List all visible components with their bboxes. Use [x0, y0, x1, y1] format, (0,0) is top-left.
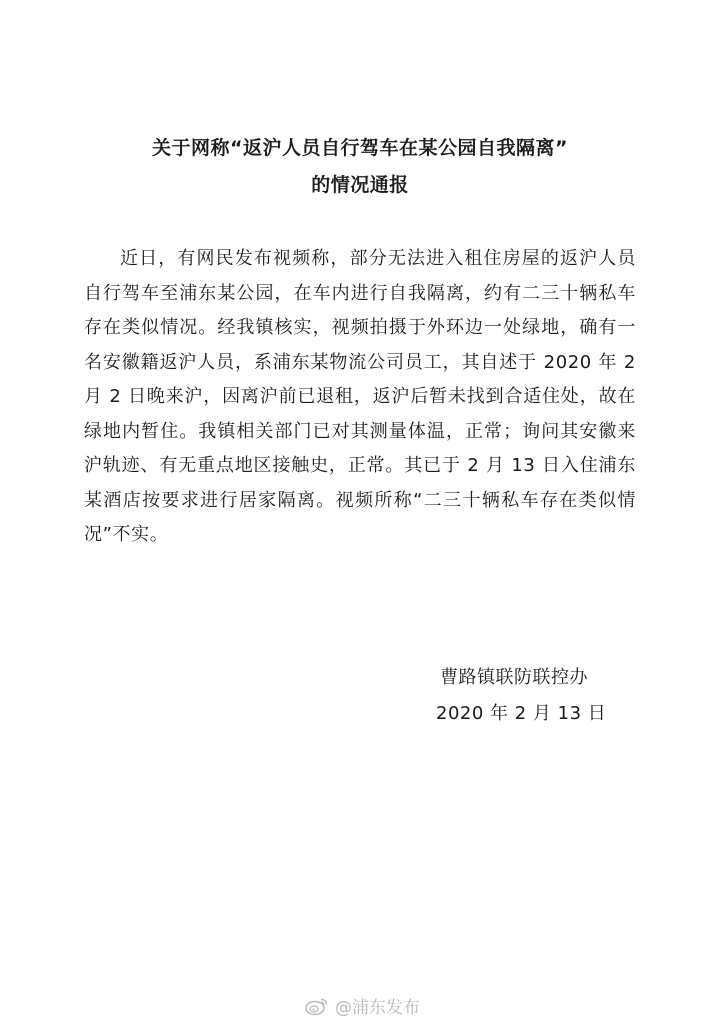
notice-body-paragraph: 近日，有网民发布视频称，部分无法进入租住房屋的返沪人员自行驾车至浦东某公园，在车内进行自我隔离，约有二三十辆私车存在类似情况。经我镇核实，视频拍摄于外环边一处绿地，确有一名安徽籍返沪人员，系浦东某物流公司员工，其自述于 2020 年 2 月 2 日晚来沪，因离沪前已退租，返沪后暂未找到合适住处，故在绿地内暂住。我镇相关部门已对其测量体温，正常；询问其安徽来沪轨迹、有无重点地区接触史，正常。其已于 2 月 13 日入住浦东某酒店按要求进行居家隔离。视频所称“二三十辆私车存在类似情况”不实。 — [84, 248, 636, 545]
notice-title-line-1: 关于网称“返沪人员自行驾车在某公园自我隔离” — [152, 137, 568, 159]
signature-organization: 曹路镇联防联控办 — [440, 667, 588, 688]
notice-title-line-2: 的情况通报 — [311, 174, 409, 196]
watermark-text: @浦东发布 — [335, 998, 420, 1018]
watermark — [305, 993, 420, 1018]
weibo-icon — [305, 996, 329, 1016]
signature-block — [436, 660, 607, 732]
signature-date: 2020 年 2 月 13 日 — [436, 703, 607, 724]
